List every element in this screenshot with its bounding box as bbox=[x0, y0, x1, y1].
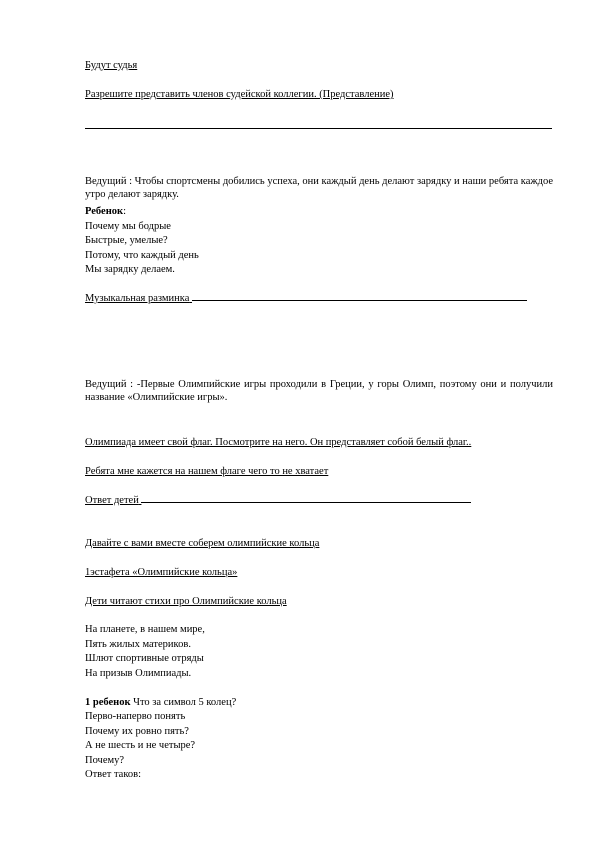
host-paragraph-2: Ведущий : -Первые Олимпийские игры проходили в Греции, у горы Олимп, поэтому они и получили название «Олимпийские игры». bbox=[85, 379, 553, 403]
question-text: Ребята мне кажется на нашем флаге чего то не хватает bbox=[85, 466, 329, 477]
poem3-line: Ответ таков: bbox=[85, 769, 142, 780]
poem2-line: На призыв Олимпиады. bbox=[85, 668, 192, 679]
poem3-line: Перво-наперво понять bbox=[85, 711, 186, 722]
child-heading bbox=[85, 205, 126, 218]
child-colon: : bbox=[123, 206, 126, 217]
divider-line bbox=[85, 128, 552, 129]
poem2-line: Пять жилых материков. bbox=[85, 639, 191, 650]
poem1-line: Быстрые, умелые? bbox=[85, 235, 168, 246]
judges-title: Будут судья bbox=[85, 60, 138, 71]
poem2-line: Шлют спортивные отряды bbox=[85, 653, 204, 664]
warmup-blank bbox=[192, 300, 527, 301]
poem1-line: Мы зарядку делаем. bbox=[85, 264, 175, 275]
child1-question: Что за символ 5 колец? bbox=[130, 697, 237, 708]
child1-heading bbox=[85, 696, 236, 709]
child1-label: 1 ребенок bbox=[85, 697, 131, 708]
host-paragraph-1: Ведущий : Чтобы спортсмены добились успеха, они каждый день делают зарядку и наши ребята каждое утро делают зарядку. bbox=[85, 176, 553, 200]
judges-intro: Разрешите представить членов судейской коллегии. (Представление) bbox=[85, 89, 394, 100]
child-label: Ребенок bbox=[85, 206, 124, 217]
flag-text: Олимпиада имеет свой флаг. Посмотрите на него. Он представляет собой белый флаг.. bbox=[85, 437, 472, 448]
poem1-line: Потому, что каждый день bbox=[85, 250, 199, 261]
relay-text: 1эстафета «Олимпийские кольца» bbox=[85, 567, 238, 578]
poem2-line: На планете, в нашем мире, bbox=[85, 624, 205, 635]
poem3-line: А не шесть и не четыре? bbox=[85, 740, 196, 751]
poem1-line: Почему мы бодрые bbox=[85, 221, 171, 232]
answer-line bbox=[85, 494, 471, 507]
answer-label: Ответ детей bbox=[85, 495, 139, 506]
warmup-label: Музыкальная разминка bbox=[85, 293, 190, 304]
warmup-line bbox=[85, 292, 527, 305]
poem3-line: Почему? bbox=[85, 755, 125, 766]
poems-text: Дети читают стихи про Олимпийские кольца bbox=[85, 596, 287, 607]
answer-blank bbox=[141, 502, 471, 503]
rings-text: Давайте с вами вместе соберем олимпийские кольца bbox=[85, 538, 320, 549]
poem3-line: Почему их ровно пять? bbox=[85, 726, 189, 737]
